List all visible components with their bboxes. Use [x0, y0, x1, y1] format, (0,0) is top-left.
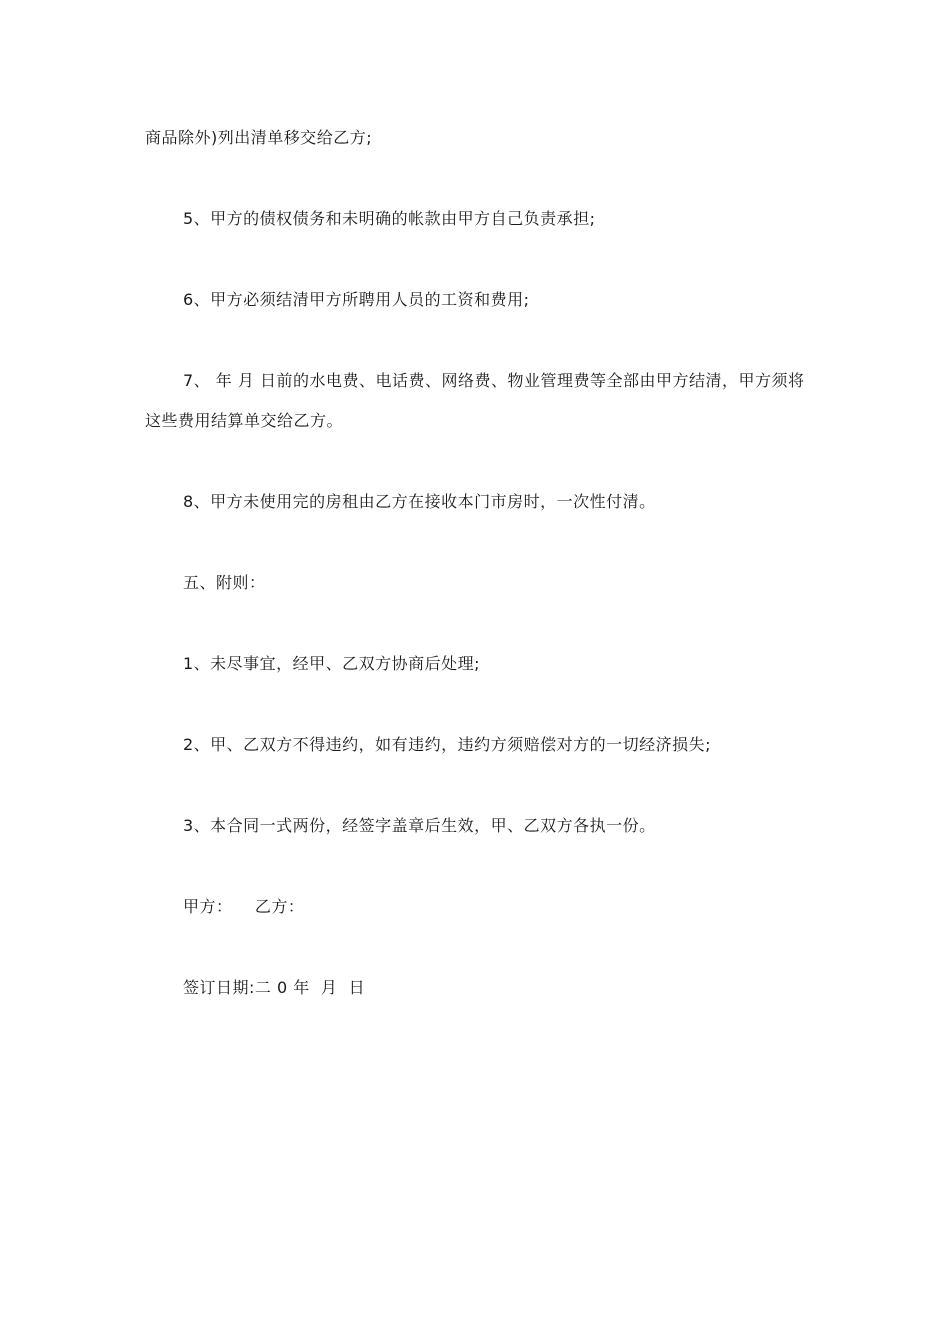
appendix-item-2: 2、甲、乙双方不得违约，如有违约，违约方须赔偿对方的一切经济损失;	[183, 735, 712, 754]
paragraph-item-8: 8、甲方未使用完的房租由乙方在接收本门市房时，一次性付清。	[183, 492, 656, 511]
signature-parties: 甲方： 乙方：	[183, 897, 305, 916]
appendix-item-1: 1、未尽事宜，经甲、乙双方协商后处理;	[183, 654, 481, 673]
paragraph-item-7: 7、 年 月 日前的水电费、电话费、网络费、物业管理费等全部由甲方结清，甲方须将这些费用结算单交给乙方。	[145, 371, 805, 430]
paragraph-continuation: 商品除外)列出清单移交给乙方;	[145, 128, 373, 147]
section-heading-appendix: 五、附则：	[183, 573, 266, 592]
paragraph-item-6: 6、甲方必须结清甲方所聘用人员的工资和费用;	[183, 290, 530, 309]
paragraph-item-5: 5、甲方的债权债务和未明确的帐款由甲方自己负责承担;	[183, 209, 596, 228]
signing-date: 签订日期:二 0 年 月 日	[183, 978, 366, 997]
appendix-item-3: 3、本合同一式两份，经签字盖章后生效，甲、乙双方各执一份。	[183, 816, 656, 835]
